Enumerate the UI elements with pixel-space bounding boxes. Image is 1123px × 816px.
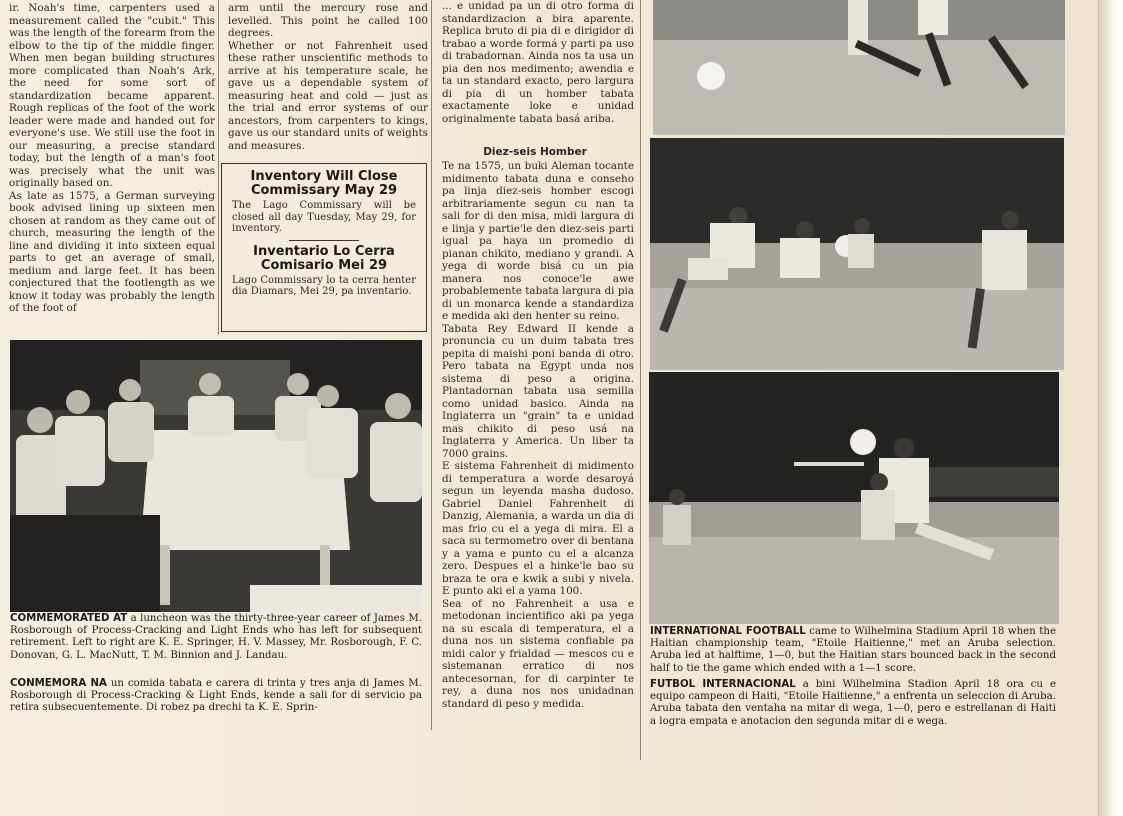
- caption-text: a bini Wilhelmina Stadion April 18 ora cu e equipo campeon di Haiti, "Etoile Haitienne," a enfrenta un seleccion di Aruba. Aruba tabata den ventaha na mitar di wega, 1—0, pero e estrellanan di Haiti a logra empata e anotacion den segunda mitar di e wega.: [650, 679, 1056, 727]
- caption-lead: INTERNATIONAL FOOTBALL: [650, 626, 806, 637]
- notice-body-papiamento: Lago Commissary lo ta cerra henter dia Diamars, Mei 29, pa inventario.: [232, 274, 416, 297]
- football-caption-papiamento: [650, 679, 1056, 728]
- caption-lead: COMMEMORATED AT: [10, 613, 128, 624]
- caption-text: came to Wilhelmina Stadium April 18 when the Haitian championship team, "Etoile Haitienne," met an Aruba selection. Aruba led at halftime, 1—0, but the Haitian stars bounced back in the second half to tie the game which ended with a 1—1 score.: [650, 626, 1056, 674]
- caption-text: un comida tabata e carera di trinta y tres anja di James M. Rosborough di Process-Cracking & Light Ends, kende a sali for di servicio pa retira subsecuentemente. Di robez pa drechi ta K. E. Sprin-: [10, 678, 422, 714]
- luncheon-caption-english: [10, 613, 422, 662]
- notice-body-english: The Lago Commissary will be closed all day Tuesday, May 29, for inventory.: [232, 200, 416, 234]
- notice-divider: [289, 240, 359, 241]
- commissary-notice-box: [221, 163, 427, 332]
- page-edge: [1098, 0, 1123, 816]
- caption-lead: FUTBOL INTERNACIONAL: [650, 679, 796, 690]
- caption-lead: CONMEMORA NA: [10, 678, 107, 689]
- column-rule: [640, 0, 641, 760]
- luncheon-caption-papiamento: [10, 678, 422, 715]
- caption-text: a luncheon was the thirty-three-year career of James M. Rosborough of Process-Cracking and Light Ends who has left for subsequent retirement. Left to right are K. E. Springer, H. V. Massey, Mr. Rosborough, F. C. Donovan, G. L. MacNutt, T. M. Binnion and J. Landau.: [10, 613, 422, 661]
- football-photo-1: [653, 0, 1065, 135]
- column-rule: [218, 0, 219, 335]
- notice-title-english: Inventory Will Close Commissary May 29: [250, 169, 398, 198]
- article-column-3-bottom: Te na 1575, un buki Aleman tocante midimento tabata duna e conseho pa linja diez-seis homber escogi arbitrariamente segun cu nan ta sali for di den misa, midi largura di e linja y partie'le den diez-seis parti igual pa haya un promedio di pianan chikito, mediano y grandi. A yega di worde bisá cu un pia manera nos conoce'le awe probablemente tabata largura di pia di un monarca kende a standardiza e medida aki den henter su reino. Tabata Rey Edward II kende a pronuncia cu un duim tabata tres pepita di maishi poni banda di otro. Pero tabata na Egypt unda nos sistema di peso a origina. Plantadornan tabata usa semilla como unidad basico. Ainda na Inglaterra un "grain" ta e unidad mas chikito di peso usá na Inglaterra y America. Un liber ta 7000 grains. E sistema Fahrenheit di midimento di temperatura a worde desaroyá segun un leyenda masha dudoso. Gabriel Daniel Fahrenheit di Danzig, Alemania, a warda un dia di mas frio cu el a yega di mira. El a saca su termometro over di bentana y a yama e punto cu el a alcanza zero. Despues el a hinke'le bao su braza te ora e kwik a subi y nivela. E punto aki el a yama 100. Sea of no Fahrenheit a usa e metodonan incientifico aki pa yega na su escala di temperatura, el a duna nos un sistema confiable pa midi calor y frialdad — mescos cu e sistemanan erratico di nos antecesornan, for di carpinter te rey, a duna nos nos unidadnan standard di peso y medida.: [442, 160, 634, 710]
- section-subhead: Diez-seis Homber: [483, 146, 587, 158]
- football-photo-2: [650, 138, 1064, 370]
- football-photo-3: [649, 372, 1059, 624]
- article-column-3-top: ... e unidad pa un di otro forma di standardizacion a bira aparente. Replica bruto di pia di e dirigidor di trabao a worde formá y parti pa uso di trabadornan. Ainda nos ta usa un pia den nos medimento; awendia e ta un standard exacto, pero largura di pia di un homber tabata exactamente loke e unidad originalmente tabata basá ariba.: [442, 0, 634, 125]
- article-column-1: ir. Noah's time, carpenters used a measurement called the "cubit." This was the length of the forearm from the elbow to the tip of the middle finger. When men began building structures more complicated than Noah's Ark, the need for some sort of standardization became apparent. Rough replicas of the foot of the work leader were made and handed out for everyone's use. We still use the foot in our measuring, a precise standard today, but the length of a man's foot was precisely what the unit was originally based on. As late as 1575, a German surveying book advised lining up sixteen men chosen at random as they came out of church, measuring the length of the line and dividing it into sixteen equal parts to get an average of small, medium and large feet. It has been conjectured that the footlength as we know it today was probably the length of the foot of: [9, 2, 215, 314]
- notice-title-papiamento: Inventario Lo Cerra Comisario Mei 29: [253, 243, 395, 273]
- football-caption-english: [650, 626, 1056, 675]
- column-rule: [431, 0, 432, 730]
- luncheon-photo: [10, 340, 422, 612]
- article-column-2: arm until the mercury rose and levelled. This point he called 100 degrees. Whether or not Fahrenheit used these rather unscientific methods to arrive at his temperature scale, he gave us a dependable system of measuring heat and cold — just as the trial and error systems of our ancestors, from carpenters to kings, gave us our standard units of weights and measures.: [228, 2, 428, 152]
